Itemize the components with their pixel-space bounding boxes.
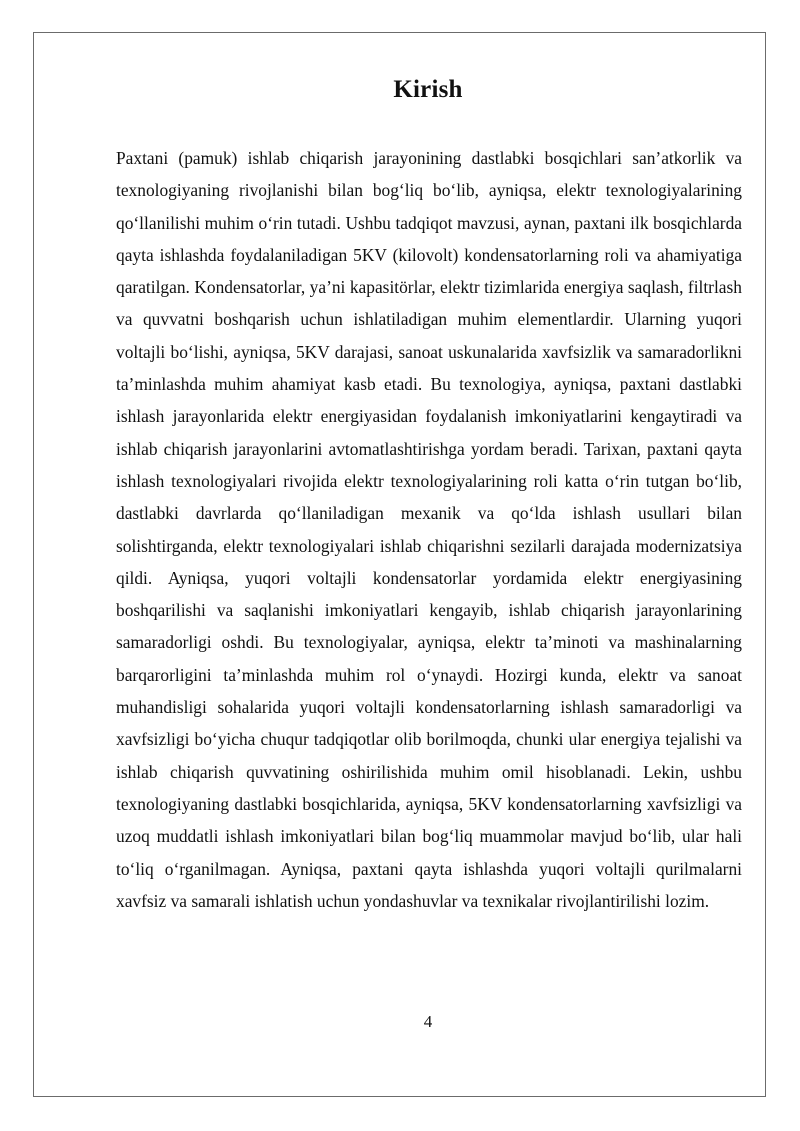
page-title: Kirish	[393, 76, 463, 103]
body-paragraph: Paxtani (pamuk) ishlab chiqarish jarayonining dastlabki bosqichlari san’atkorlik va texnologiyaning rivojlanishi bilan bog‘liq bo‘lib, ayniqsa, elektr texnologiyalarining qo‘llanilishi muhim o‘rin tutadi. Ushbu tadqiqot mavzusi, aynan, paxtani ilk bosqichlarda qayta ishlashda foydalaniladigan 5KV (kilovolt) kondensatorlarning roli va ahamiyatiga qaratilgan. Kondensatorlar, ya’ni kapasitörlar, elektr tizimlarida energiya saqlash, filtrlash va quvvatni boshqarish uchun ishlatiladigan muhim elementlardir. Ularning yuqori voltajli bo‘lishi, ayniqsa, 5KV darajasi, sanoat uskunalarida xavfsizlik va samaradorlikni ta’minlashda muhim ahamiyat kasb etadi. Bu texnologiya, ayniqsa, paxtani dastlabki ishlash jarayonlarida elektr energiyasidan foydalanish imkoniyatlarini kengaytiradi va ishlab chiqarish jarayonlarini avtomatlashtirishga yordam beradi. Tarixan, paxtani qayta ishlash texnologiyalari rivojida elektr texnologiyalarining roli katta o‘rin tutgan bo‘lib, dastlabki davrlarda qo‘llaniladigan mexanik va qo‘lda ishlash usullari bilan solishtirganda, elektr texnologiyalari ishlab chiqarishni sezilarli darajada modernizatsiya qildi. Ayniqsa, yuqori voltajli kondensatorlar yordamida elektr energiyasining boshqarilishi va saqlanishi imkoniyatlari kengayib, ishlab chiqarish jarayonlarining samaradorligi oshdi. Bu texnologiyalar, ayniqsa, elektr ta’minoti va mashinalarning barqarorligini ta’minlashda muhim rol o‘ynaydi. Hozirgi kunda, elektr va sanoat muhandisligi sohalarida yuqori voltajli kondensatorlarning ishlash samaradorligi va xavfsizligi bo‘yicha chuqur tadqiqotlar olib borilmoqda, chunki ular energiya tejalishi va ishlab chiqarish quvvatining oshirilishida muhim omil hisoblanadi. Lekin, ushbu texnologiyaning dastlabki bosqichlarida, ayniqsa, 5KV kondensatorlarning xavfsizligi va uzoq muddatli ishlash imkoniyatlari bilan bog‘liq muammolar mavjud bo‘lib, ular hali to‘liq o‘rganilmagan. Ayniqsa, paxtani qayta ishlashda yuqori voltajli qurilmalarni xavfsiz va samarali ishlatish uchun yondashuvlar va texnikalar rivojlantirilishi lozim.	[116, 148, 742, 911]
page-number: 4	[423, 1012, 433, 1031]
